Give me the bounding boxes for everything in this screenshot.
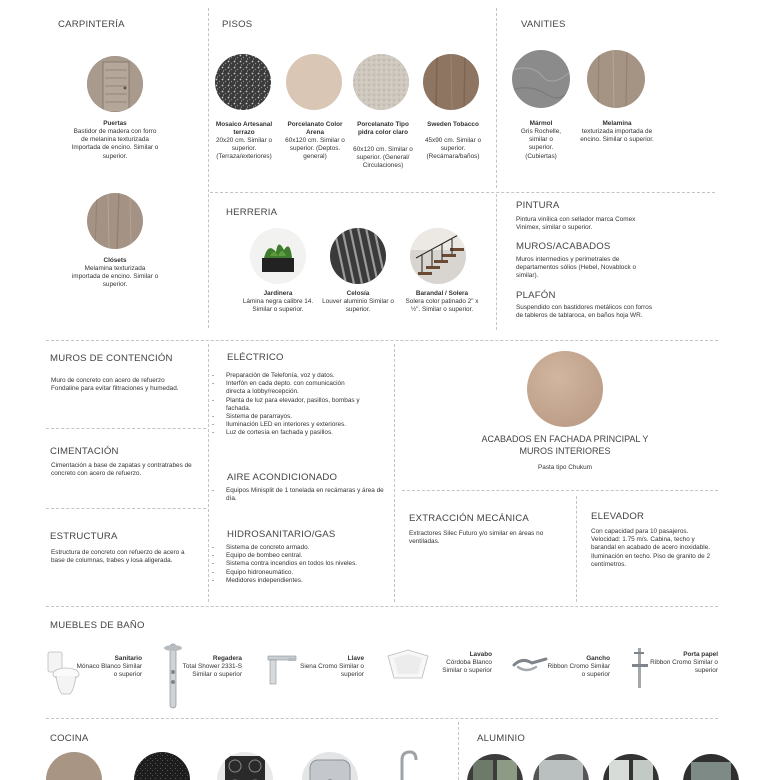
vanity-1-name: Mármol <box>529 120 553 127</box>
muros-desc: Muros intermedios y perimetrales de departamentos sólios (Hebel, Novablock o similar). <box>516 256 637 280</box>
aire-title: AIRE ACONDICIONADO <box>227 472 338 483</box>
contencion-title: MUROS DE CONTENCIÓN <box>50 353 173 364</box>
divider-h-est <box>46 508 206 509</box>
mueble-5-name: Gancho <box>586 655 610 662</box>
terrazo-swatch <box>215 54 271 110</box>
melamina-swatch <box>587 50 645 108</box>
piso-4-name: Sweden Tobacco <box>427 121 479 128</box>
electrico-item: - Interfón en cada depto. con comunicación directa a lobby/recepción. <box>212 380 362 396</box>
kitchen-faucet-icon <box>396 750 418 780</box>
hidro-item: - Equipo de bombeo central. <box>212 552 362 560</box>
hidro-item: - Equipo hidroneumático. <box>212 569 362 577</box>
pintura-desc: Pintura vinílica con sellador marca Comex Vinimex, similar o superior. <box>516 216 636 232</box>
estructura-title: ESTRUCTURA <box>50 531 118 542</box>
divider-v-top-1 <box>208 8 209 328</box>
marmol-swatch <box>512 50 570 108</box>
vanity-2-name: Melamina <box>602 120 632 127</box>
divider-v-mid-1 <box>208 344 209 602</box>
muros-title: MUROS/ACABADOS <box>516 241 611 252</box>
divider-h-3 <box>46 718 718 719</box>
mueble-4-name: Lavabo <box>469 651 492 658</box>
cocina-title: COCINA <box>50 733 89 744</box>
piso-1-desc: 20x20 cm. Similar o superior. (Terraza/exteriores) <box>215 137 273 161</box>
mueble-1-desc: Mónaco Blanco Similar o superior <box>76 663 142 679</box>
aluminio-2-swatch <box>533 754 589 780</box>
cocina-wood-swatch <box>46 752 102 780</box>
cimentacion-title: CIMENTACIÓN <box>50 446 119 457</box>
aluminio-1-swatch <box>467 754 523 780</box>
herreria-2-desc: Louver aluminio Similar o superior. <box>322 298 394 314</box>
divider-v-elev <box>576 496 577 602</box>
mueble-3-desc: Siena Cromo Similar o superior <box>300 663 364 679</box>
piso-2-desc: 60x120 cm. Similar o superior. (Deptos. general) <box>285 137 345 161</box>
hidro-item: - Sistema de concreto armado. <box>212 544 362 552</box>
piso-3-desc: 60x120 cm. Similar o superior. (General/ Circulaciones) <box>353 146 413 170</box>
vanities-title: VANITIES <box>521 19 566 30</box>
electrico-item: - Planta de luz para elevador, pasillos, bombas y fachada. <box>212 397 362 413</box>
herreria-3-desc: Solera color patinado 2" x ½". Similar o superior. <box>405 298 479 314</box>
estructura-desc: Estructura de concreto con refuerzo de acero a base de columnas, trabes y losa aligerada. <box>51 549 185 565</box>
aluminio-3-swatch <box>603 754 659 780</box>
mueble-1-name: Sanitario <box>114 655 142 662</box>
mueble-2-name: Regadera <box>212 655 242 662</box>
mueble-3-name: Llave <box>347 655 364 662</box>
pisos-title: PISOS <box>222 19 253 30</box>
closets-name: Clósets <box>103 257 127 264</box>
mueble-5-desc: Ribbon Cromo Similar o superior <box>547 663 610 679</box>
aire-list <box>212 487 384 503</box>
divider-h-pisos <box>210 192 715 193</box>
sink-icon <box>386 648 430 682</box>
barandal-swatch <box>410 228 466 284</box>
piso-1-name: Mosaico Artesanal terrazo <box>215 121 273 137</box>
pintura-title: PINTURA <box>516 200 560 211</box>
plafon-title: PLAFÓN <box>516 290 556 301</box>
closets-swatch <box>87 193 143 249</box>
chukum-swatch <box>527 351 603 427</box>
puertas-swatch <box>87 56 143 112</box>
divider-v-top-2 <box>496 8 497 188</box>
carpinteria-title: CARPINTERÍA <box>58 19 125 30</box>
stove-icon <box>217 752 273 780</box>
electrico-list <box>212 372 362 438</box>
herreria-1-name: Jardinera <box>263 290 293 297</box>
fachada-title: ACABADOS EN FACHADA PRINCIPAL Y MUROS INTERIORES <box>481 434 649 456</box>
aluminio-4-swatch <box>683 754 739 780</box>
closets-desc: Melamina texturizada importada de encino. Similar o superior. <box>71 265 159 289</box>
aluminio-title: ALUMINIO <box>477 733 525 744</box>
celosia-swatch <box>330 228 386 284</box>
hidro-list <box>212 544 362 585</box>
jardinera-swatch <box>250 228 306 284</box>
piso-3-name: Porcelanato Tipo pidra color claro <box>357 121 409 137</box>
extraccion-title: EXTRACCIÓN MECÁNICA <box>409 513 530 524</box>
muebles-title: MUEBLES DE BAÑO <box>50 620 145 631</box>
vanity-2-desc: texturizada importada de encino. Similar o superior. <box>580 128 654 144</box>
electrico-item: - Luz de cortesía en fachada y pasillos. <box>212 429 362 437</box>
divider-h-2 <box>46 606 718 607</box>
divider-h-cim <box>46 428 206 429</box>
cimentacion-desc: Cimentación a base de zapatas y contratrabes de concreto con acero de refuerzo. <box>51 462 192 478</box>
electrico-title: ELÉCTRICO <box>227 352 284 363</box>
electrico-item: - Iluminación LED en interiores y exteriores. <box>212 421 362 429</box>
toilet-icon <box>44 650 80 698</box>
divider-v-mid-2 <box>394 344 395 602</box>
herreria-1-desc: Lámina negra calibre 14. Similar o superior. <box>242 298 314 314</box>
mueble-6-desc: Ribbon Cromo Similar o superior <box>650 659 718 675</box>
puertas-desc: Bastidor de madera con forro de melanina texturizada Importada de encino. Similar o superior. <box>71 128 159 160</box>
fachada-desc: Pasta tipo Chukum <box>538 464 592 471</box>
herreria-3-name: Barandal / Solera <box>415 290 469 297</box>
vanity-1-desc: Gris Rochelle, similar o superior. (Cubiertas) <box>520 128 562 160</box>
arena-swatch <box>286 54 342 110</box>
electrico-item: - Preparación de Telefonía, voz y datos. <box>212 372 362 380</box>
piso-2-name: Porcelanato Color Arena <box>287 121 343 137</box>
divider-h-1 <box>46 340 718 341</box>
mueble-4-desc: Córdoba Blanco Similar o superior <box>442 659 492 675</box>
cocina-granite-swatch <box>134 752 190 780</box>
herreria-title: HERRERIA <box>226 207 278 218</box>
divider-v-cocina <box>458 722 459 780</box>
hidro-item: - Medidores independientes. <box>212 577 362 585</box>
elevador-desc: Con capacidad para 10 pasajeros. Velocidad: 1.75 m/s. Cabina, techo y barandal en acabado de acero inoxidable. Iluminación en techo. Piso de granito de 2 centímetros. <box>591 528 711 568</box>
contencion-desc: Muro de concreto con acero de refuerzo Fondaline para evitar filtraciones y humedad. <box>51 377 179 393</box>
puertas-name: Puertas <box>103 120 127 127</box>
herreria-2-name: Celosía <box>346 290 370 297</box>
kitchen-sink-icon <box>302 752 358 780</box>
piso-4-desc: 45x90 cm. Similar o superior. (Recámara/baños) <box>424 137 482 161</box>
mueble-6-name: Porta papel <box>683 651 718 658</box>
hidro-item: - Sistema contra incendios en todos los niveles. <box>212 560 362 568</box>
piedra-swatch <box>353 54 409 110</box>
extraccion-desc: Extractores Silec Futuro y/o similar en áreas no ventiladas. <box>409 530 544 546</box>
divider-v-herreria <box>496 194 497 330</box>
divider-h-extr <box>402 490 718 491</box>
plafon-desc: Suspendido con bastidores metálicos con forros de tableros de tablaroca, en baños hoja WR. <box>516 304 653 320</box>
faucet-icon <box>264 650 300 686</box>
electrico-item: - Sistema de pararrayos. <box>212 413 362 421</box>
tobacco-swatch <box>423 54 479 110</box>
hidro-title: HIDROSANITARIO/GAS <box>227 529 336 540</box>
hook-icon <box>512 655 548 675</box>
elevador-title: ELEVADOR <box>591 511 645 522</box>
mueble-2-desc: Total Shower 2331-S Similar o superior <box>182 663 242 679</box>
aire-item: - Equipos Minisplit de 1 tonelada en recámaras y área de día. <box>212 487 384 503</box>
